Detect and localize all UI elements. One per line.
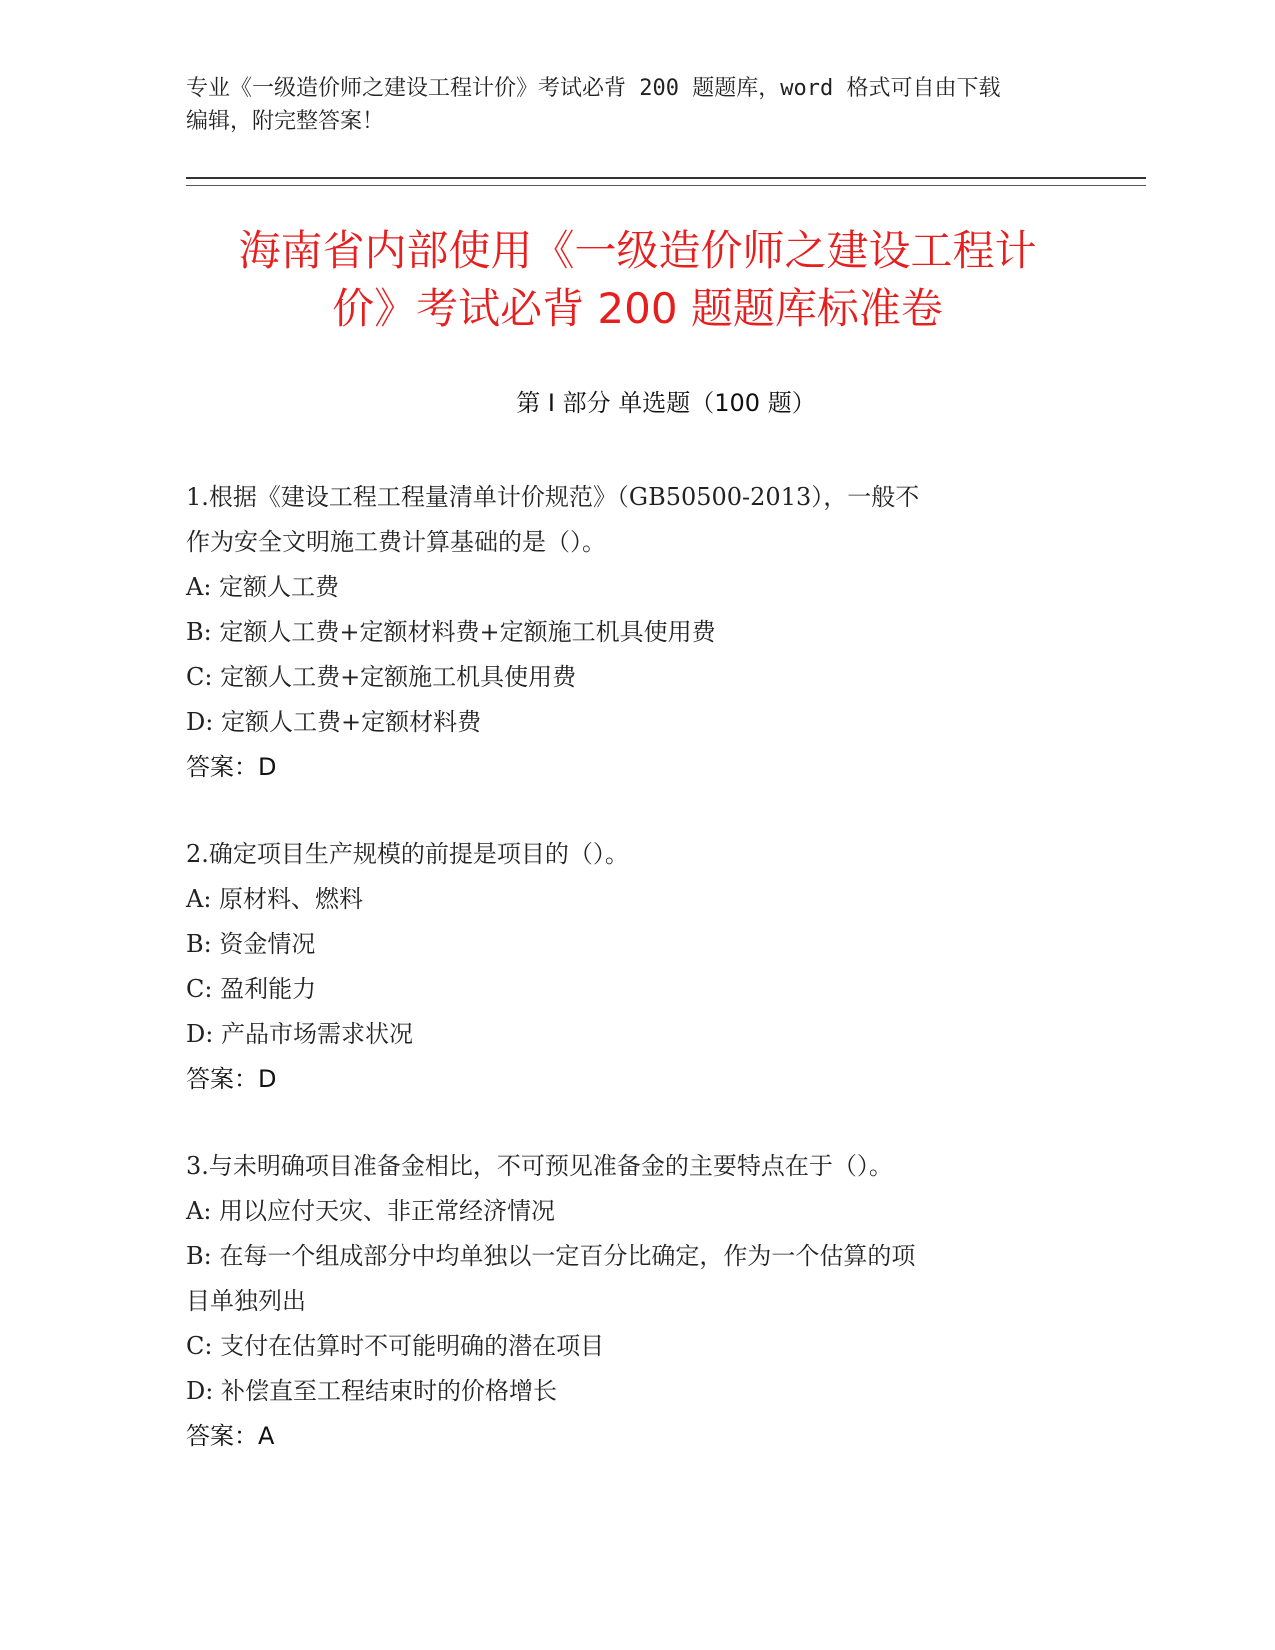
question-stem-line: 1.根据《建设工程工程量清单计价规范》（GB50500-2013），一般不: [186, 483, 920, 511]
section-heading: 第 I 部分 单选题（100 题）: [516, 389, 816, 417]
header-note-line-1: 专业《一级造价师之建设工程计价》考试必背 200 题题库，word 格式可自由下载: [186, 76, 1001, 101]
option-b-continuation: 目单独列出: [186, 1287, 306, 1315]
option-b: B: 在每一个组成部分中均单独以一定百分比确定，作为一个估算的项: [186, 1242, 916, 1270]
option-a: A: 用以应付天灾、非正常经济情况: [186, 1197, 556, 1225]
option-c: C: 盈利能力: [186, 975, 317, 1003]
header-note: [186, 72, 1086, 138]
option-b: B: 资金情况: [186, 930, 316, 958]
option-b: B: 定额人工费+定额材料费+定额施工机具使用费: [186, 618, 716, 646]
option-a: A: 原材料、燃料: [186, 885, 364, 913]
document-title-line-2: 价》考试必背 200 题题库标准卷: [332, 284, 943, 333]
option-c: C: 定额人工费+定额施工机具使用费: [186, 663, 577, 691]
question-1: [186, 475, 1086, 790]
question-stem-line: 作为安全文明施工费计算基础的是（）。: [186, 528, 606, 556]
answer: 答案：D: [186, 1065, 277, 1093]
question-stem-line: 2.确定项目生产规模的前提是项目的（）。: [186, 840, 629, 868]
header-rule-thin: [186, 185, 1146, 186]
answer: 答案：A: [186, 1422, 275, 1450]
document-title: [150, 222, 1125, 338]
header-rule-thick: [186, 177, 1146, 179]
question-3: [186, 1144, 1086, 1459]
question-list: [186, 475, 1086, 1501]
option-c: C: 支付在估算时不可能明确的潜在项目: [186, 1332, 605, 1360]
question-2: [186, 832, 1086, 1102]
question-stem-line: 3.与未明确项目准备金相比，不可预见准备金的主要特点在于（）。: [186, 1152, 893, 1180]
option-d: D: 定额人工费+定额材料费: [186, 708, 482, 736]
answer: 答案：D: [186, 753, 277, 781]
option-a: A: 定额人工费: [186, 573, 340, 601]
option-d: D: 产品市场需求状况: [186, 1020, 413, 1048]
option-d: D: 补偿直至工程结束时的价格增长: [186, 1377, 557, 1405]
document-title-line-1: 海南省内部使用《一级造价师之建设工程计: [238, 226, 1037, 275]
header-note-line-2: 编辑，附完整答案！: [186, 109, 385, 134]
